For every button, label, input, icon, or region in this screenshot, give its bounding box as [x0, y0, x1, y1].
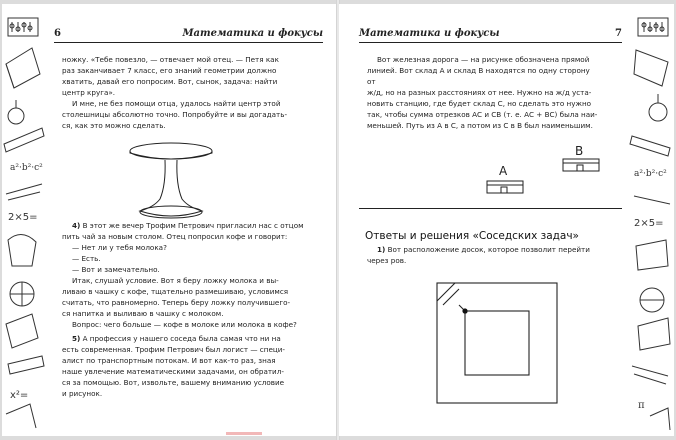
task-number: 4) — [72, 221, 81, 230]
text-line: и рисунок. — [62, 389, 103, 398]
plank-junction-dot — [462, 308, 467, 313]
text-line: Вопрос: чего больше — кофе в молоке или молока в кофе? — [72, 320, 297, 329]
running-title: Математика и фокусы — [359, 28, 500, 39]
warehouse-b-label: B — [575, 144, 584, 158]
text-line: так, чтобы сумма отрезков АС и СВ (т. е. АС + ВС) была наи- — [367, 110, 598, 119]
text-line: новить станцию, где будет склад С, но сделать это нужно — [367, 99, 592, 108]
page-header — [54, 28, 323, 43]
svg-text:2×5=: 2×5= — [634, 218, 664, 229]
text-line: А профессия у нашего соседа была самая что ни на — [80, 334, 281, 343]
text-line: ножку. «Тебе повезло, — отвечает мой отец. — Петя как — [62, 55, 279, 64]
math-doodles-left-border — [2, 4, 48, 436]
library-stamp-mark — [226, 432, 262, 435]
svg-text:2×5=: 2×5= — [8, 212, 38, 223]
text-line: Итак, слушай условие. Вот я беру ложку молока и вы- — [72, 276, 279, 285]
text-line: центр круга». — [62, 88, 116, 97]
svg-text:x²=: x²= — [10, 390, 29, 401]
warehouses-diagram — [479, 139, 619, 203]
paragraph-table-story — [62, 54, 322, 131]
left-page — [2, 4, 337, 436]
text-line: столешницы абсолютно точно. Попробуйте и вы догадать- — [62, 110, 288, 119]
text-line: Вот расположение досок, которое позволит перейти — [385, 245, 590, 254]
text-line: есть современная. Трофим Петрович был логист — специ- — [62, 345, 286, 354]
section-heading: Ответы и решения «Соседских задач» — [365, 230, 579, 242]
text-line: считать, что равномерно. Теперь беру ложку получившего- — [62, 298, 291, 307]
task-number: 5) — [72, 334, 81, 343]
text-line: — Есть. — [72, 254, 101, 263]
page-number: 7 — [615, 28, 622, 39]
running-title: Математика и фокусы — [182, 28, 323, 39]
text-line: Вот железная дорога — на рисунке обозначена прямой — [377, 55, 590, 64]
text-line: — Вот и замечательно. — [72, 265, 160, 274]
paragraph-coffee-milk — [62, 220, 322, 330]
right-page — [339, 4, 674, 436]
text-line: В этот же вечер Трофим Петрович пригласил нас с отцом — [80, 221, 304, 230]
text-line: И мне, не без помощи отца, удалось найти центр этой — [72, 99, 281, 108]
svg-text:a²·b²·c²: a²·b²·c² — [634, 169, 667, 179]
text-line: ся за помощью. Вот, извольте, вашему вниманию условие — [62, 378, 285, 387]
math-doodles-right-border — [628, 4, 674, 436]
text-line: алист по транспортным потокам. И вот как-то раз, зная — [62, 356, 276, 365]
text-line: ся напитка и выливаю в чашку с молоком. — [62, 309, 224, 318]
text-line: наше увлечение математическими задачами, он обратил- — [62, 367, 284, 376]
text-line: меньшей. Путь из А в С, а потом из С в В был наименьшим. — [367, 121, 593, 130]
answer-number: 1) — [377, 245, 386, 254]
round-table-illustration — [128, 141, 214, 225]
svg-text:π: π — [638, 400, 645, 411]
paragraph-logistics — [62, 333, 322, 399]
text-line: через ров. — [367, 256, 407, 265]
svg-text:a²·b²·c²: a²·b²·c² — [10, 163, 43, 173]
text-line: ся, как это можно сделать. — [62, 121, 166, 130]
paragraph-railway — [367, 54, 599, 131]
moat-planks-diagram — [435, 281, 559, 405]
text-line: раз заканчивает 7 класс, его знаний геометрии должно — [62, 66, 277, 75]
text-line: ливаю в чашку с кофе, тщательно размешиваю, условимся — [62, 287, 289, 296]
page-number: 6 — [54, 28, 61, 39]
warehouse-a-label: A — [499, 164, 508, 178]
text-line: ж/д, но на разных расстояниях от нее. Нужно на ж/д уста- — [367, 88, 592, 97]
page-header — [359, 28, 622, 43]
text-line: хватить, давай его попросим. Вот, сынок, задача: найти — [62, 77, 278, 86]
text-line: линией. Вот склад А и склад В находятся по одну сторону от — [367, 66, 590, 86]
paragraph-answer-1 — [367, 244, 599, 266]
railway-line — [359, 208, 622, 209]
text-line: пить чай за новым столом. Отец попросил кофе и говорит: — [62, 232, 288, 241]
text-line: — Нет ли у тебя молока? — [72, 243, 167, 252]
